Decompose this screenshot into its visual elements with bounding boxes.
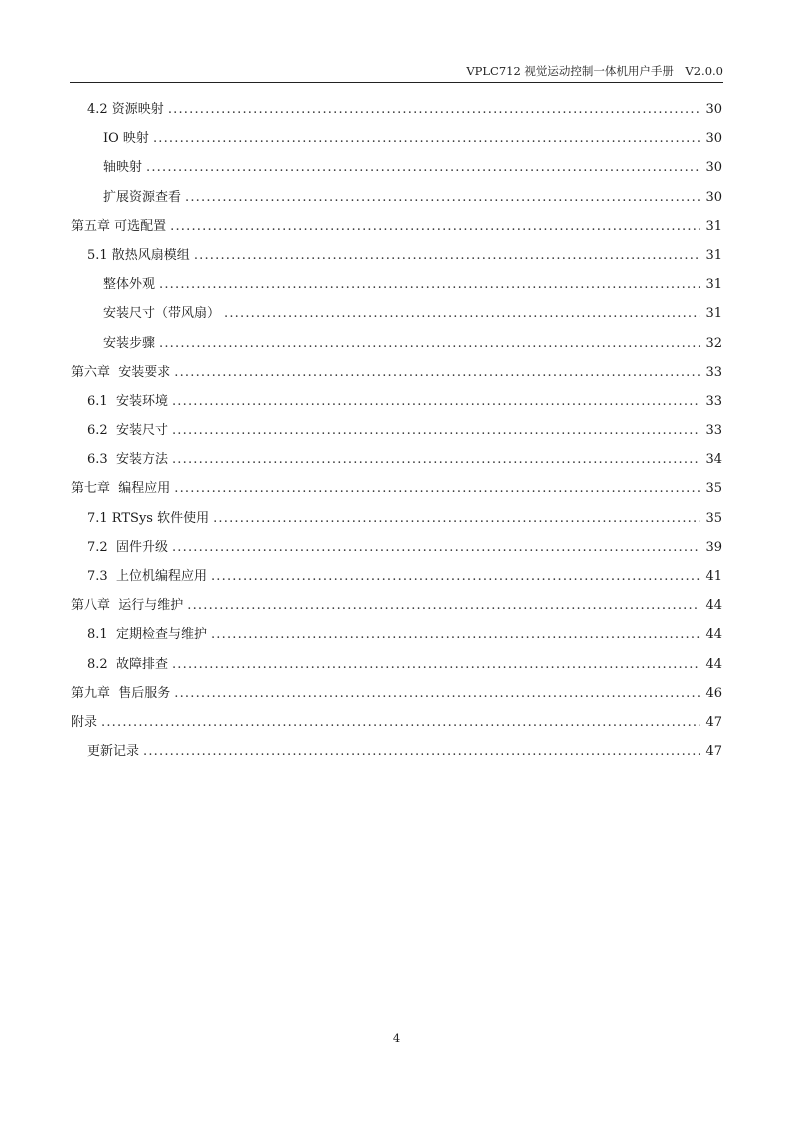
toc-entry[interactable] <box>71 95 722 124</box>
toc-entry-title: 更新记录 <box>87 744 140 760</box>
toc-leader <box>211 620 700 649</box>
toc-leader <box>213 504 700 533</box>
toc-entry-page: 30 <box>705 102 722 117</box>
toc-entry[interactable] <box>71 620 722 649</box>
toc-entry[interactable] <box>71 737 722 766</box>
toc-entry-page: 32 <box>705 335 722 351</box>
toc-entry[interactable] <box>71 445 722 474</box>
toc-entry[interactable] <box>71 358 722 387</box>
toc-entry-title: 安装尺寸（带风扇） <box>103 306 221 322</box>
toc-entry-title: 整体外观 <box>103 277 156 293</box>
toc-entry-title: 第七章 编程应用 <box>71 481 171 497</box>
toc-leader <box>172 445 700 474</box>
toc-entry-title: 8.1 定期检查与维护 <box>87 627 207 643</box>
toc-leader <box>172 533 700 562</box>
toc-entry[interactable] <box>71 183 722 212</box>
toc-entry-title: 7.1 RTSys 软件使用 <box>87 510 210 526</box>
toc-entry-page: 31 <box>705 306 722 322</box>
toc-entry-title: 附录 <box>71 714 98 730</box>
toc-entry[interactable] <box>71 416 722 445</box>
toc-entry-title: 轴映射 <box>103 160 143 176</box>
toc-entry[interactable] <box>71 504 722 533</box>
toc-entry-page: 33 <box>705 393 722 409</box>
toc-leader <box>187 591 700 620</box>
toc-entry-page: 35 <box>705 481 722 497</box>
table-of-contents <box>71 95 722 766</box>
toc-leader <box>146 153 700 182</box>
toc-entry[interactable] <box>71 241 722 270</box>
toc-entry-page: 44 <box>705 627 722 643</box>
toc-entry-title: 第九章 售后服务 <box>71 685 171 701</box>
toc-entry-title: 6.1 安装环境 <box>87 393 168 409</box>
toc-leader <box>174 474 700 503</box>
toc-entry-page: 33 <box>705 423 722 439</box>
toc-entry[interactable] <box>71 387 722 416</box>
toc-leader <box>194 241 700 270</box>
toc-leader <box>211 562 700 591</box>
toc-leader <box>159 329 700 358</box>
toc-entry-page: 34 <box>705 452 722 468</box>
toc-entry-page: 47 <box>705 714 722 730</box>
toc-entry-title: IO 映射 <box>103 131 149 147</box>
toc-entry[interactable] <box>71 299 722 328</box>
toc-entry[interactable] <box>71 591 722 620</box>
toc-entry-page: 31 <box>705 247 722 263</box>
toc-entry[interactable] <box>71 533 722 562</box>
toc-entry[interactable] <box>71 270 722 299</box>
toc-entry-page: 35 <box>705 510 722 526</box>
toc-entry-page: 44 <box>705 656 722 672</box>
toc-entry[interactable] <box>71 474 722 503</box>
toc-entry-title: 扩展资源查看 <box>103 189 182 205</box>
toc-entry-page: 39 <box>705 539 722 555</box>
toc-leader <box>153 124 700 153</box>
toc-entry-page: 44 <box>705 598 722 614</box>
toc-entry-page: 30 <box>705 131 722 147</box>
toc-entry-title: 第八章 运行与维护 <box>71 598 184 614</box>
page-footer <box>0 1031 793 1045</box>
toc-entry-page: 47 <box>705 744 722 760</box>
toc-leader <box>172 650 700 679</box>
toc-entry[interactable] <box>71 650 722 679</box>
toc-entry-title: 5.1 散热风扇模组 <box>87 247 190 263</box>
toc-entry-page: 46 <box>705 685 722 701</box>
toc-entry[interactable] <box>71 679 722 708</box>
toc-entry-title: 第六章 安装要求 <box>71 364 171 380</box>
header-title: VPLC712 视觉运动控制一体机用户手册 V2.0.0 <box>466 64 723 78</box>
toc-leader <box>172 416 700 445</box>
page-number: 4 <box>392 1031 401 1045</box>
toc-entry-title: 安装步骤 <box>103 335 156 351</box>
toc-entry-page: 30 <box>705 189 722 205</box>
toc-leader <box>170 212 700 241</box>
toc-leader <box>143 737 700 766</box>
toc-leader <box>159 270 700 299</box>
toc-entry[interactable] <box>71 708 722 737</box>
toc-entry-title: 7.3 上位机编程应用 <box>87 569 207 584</box>
toc-entry-page: 33 <box>705 364 722 380</box>
toc-entry-title: 7.2 固件升级 <box>87 539 168 555</box>
toc-entry[interactable] <box>71 153 722 182</box>
toc-entry[interactable] <box>71 212 722 241</box>
toc-leader <box>101 708 700 737</box>
toc-leader <box>185 183 700 212</box>
toc-entry[interactable] <box>71 329 722 358</box>
toc-leader <box>172 387 700 416</box>
toc-entry-title: 第五章 可选配置 <box>71 218 167 234</box>
toc-entry-page: 31 <box>705 277 722 293</box>
toc-leader <box>168 95 700 124</box>
toc-entry-page: 41 <box>705 569 722 584</box>
toc-entry[interactable] <box>71 562 722 591</box>
toc-entry-title: 6.2 安装尺寸 <box>87 423 168 439</box>
toc-leader <box>224 299 700 328</box>
toc-leader <box>174 358 700 387</box>
toc-leader <box>174 679 700 708</box>
page-header <box>70 62 723 83</box>
toc-entry-page: 30 <box>705 160 722 176</box>
toc-entry-title: 8.2 故障排查 <box>87 656 168 672</box>
toc-entry-page: 31 <box>705 218 722 234</box>
toc-entry-title: 6.3 安装方法 <box>87 452 168 468</box>
toc-entry-title: 4.2 资源映射 <box>87 102 164 117</box>
toc-entry[interactable] <box>71 124 722 153</box>
